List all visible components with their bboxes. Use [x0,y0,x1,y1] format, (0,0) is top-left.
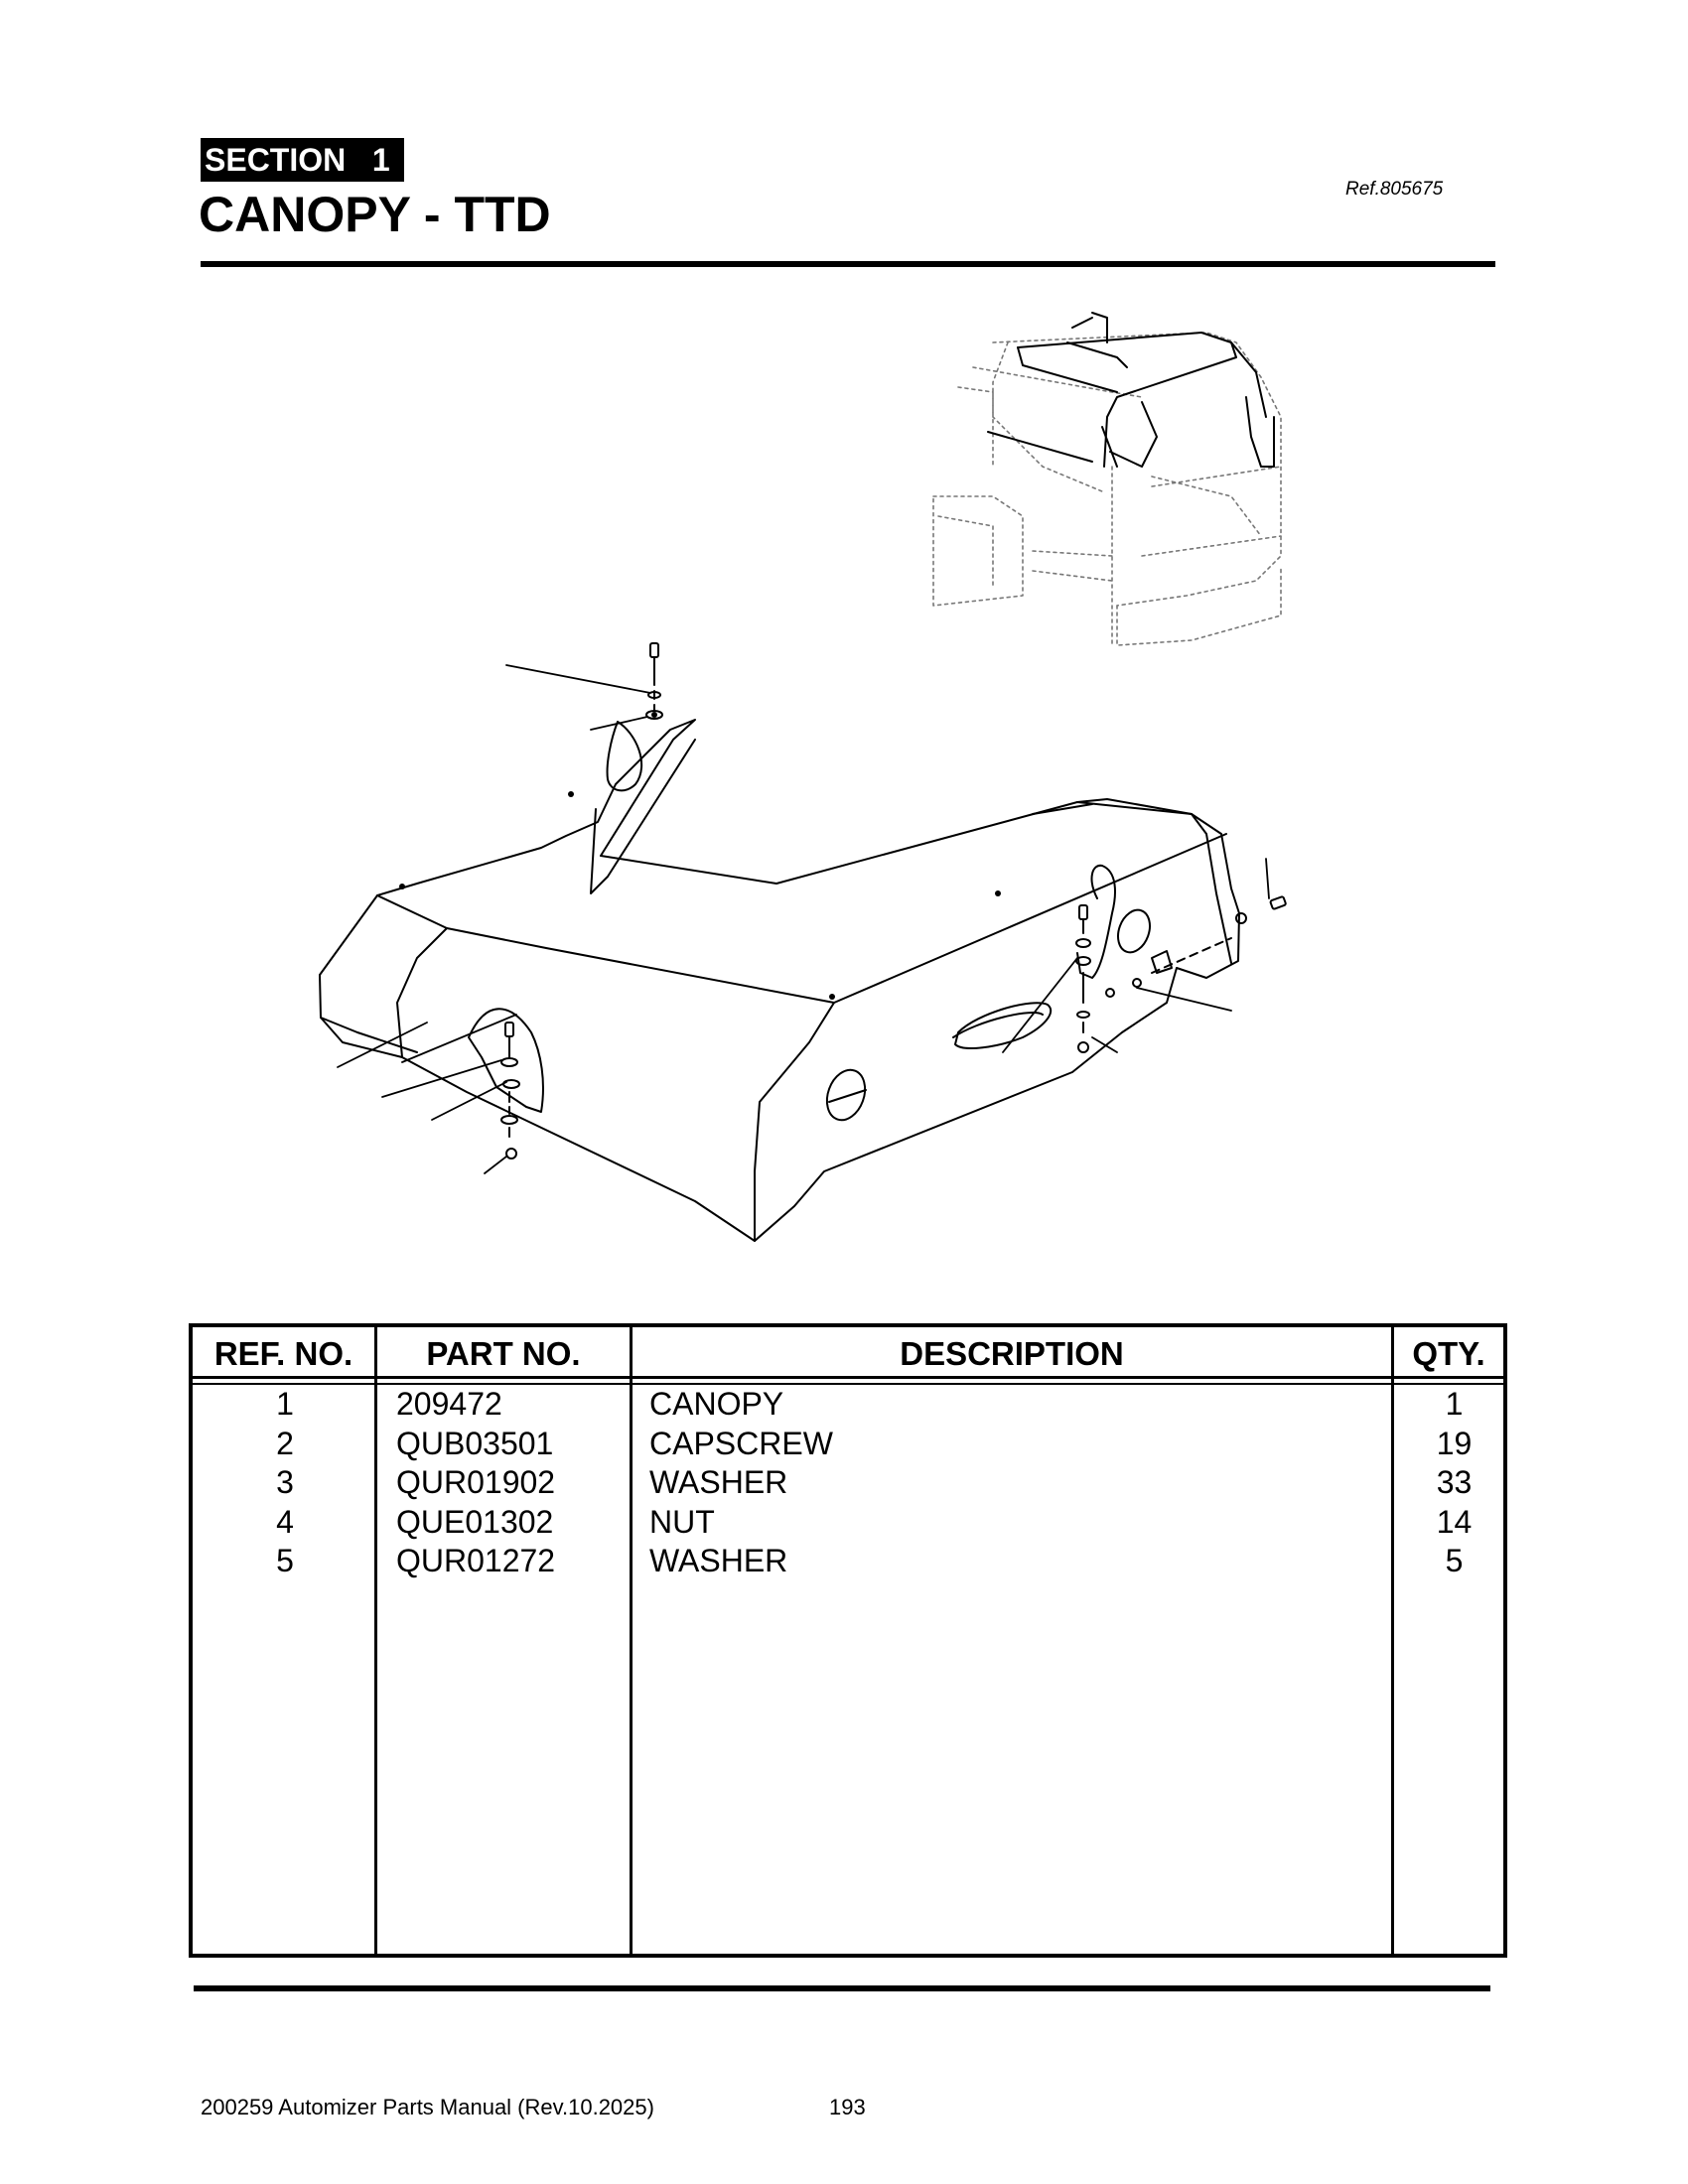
hardware-top [646,643,662,719]
ref-no-cell: 1 [276,1386,294,1422]
qty-cell: 19 [1436,1425,1473,1461]
locator-highlight [988,313,1274,467]
qty-cell: 1 [1445,1386,1464,1422]
description-cell: CANOPY [649,1386,784,1422]
leader-lines [338,665,1269,1173]
part-no-cell: QUB03501 [396,1425,554,1461]
part-no-cell: QUR01272 [396,1543,556,1578]
table-body [193,1385,1503,1581]
column-header-part-no: PART NO. [426,1335,581,1372]
qty-cell: 33 [1436,1464,1473,1500]
parts-table [189,1323,1507,1958]
page-number: 193 [829,2095,866,2119]
description-cell: WASHER [649,1543,788,1578]
column-header-ref-no: REF. NO. [213,1335,353,1372]
canopy-cutouts [469,722,1156,1126]
description-cell: CAPSCREW [649,1425,833,1461]
reference-number: Ref.805675 [1345,179,1444,200]
qty-cell: 5 [1445,1543,1464,1578]
part-no-cell: QUE01302 [396,1503,554,1540]
section-badge: SECTION 1 [201,138,404,182]
locator-view [933,333,1281,645]
table-row [193,1542,1503,1581]
description-cell: NUT [649,1503,715,1540]
qty-cell: 14 [1436,1503,1473,1540]
document-title: 200259 Automizer Parts Manual (Rev.10.2025) [201,2095,654,2119]
header-rule [201,261,1495,267]
description-cell: WASHER [649,1464,788,1500]
hardware-left [501,1023,519,1159]
table-row [193,1463,1503,1503]
part-no-cell: QUR01902 [396,1464,556,1500]
canopy-body [320,720,1239,1241]
ref-no-cell: 5 [276,1543,294,1578]
page-title: CANOPY - TTD [199,187,551,242]
table-header-rule [193,1376,1503,1379]
table-row [193,1503,1503,1543]
mounting-holes [399,791,1001,1000]
table-row [193,1425,1503,1464]
ref-no-cell: 3 [276,1464,294,1500]
footer-rule [194,1985,1490,1991]
table-row [193,1385,1503,1425]
part-no-cell: 209472 [396,1386,502,1422]
column-header-description: DESCRIPTION [900,1335,1124,1372]
canopy-exploded-view-icon [298,298,1340,1261]
ref-no-cell: 4 [276,1503,294,1540]
ref-no-cell: 2 [276,1425,294,1461]
column-header-qty: QTY. [1412,1335,1485,1372]
hardware-right [1076,896,1286,1052]
